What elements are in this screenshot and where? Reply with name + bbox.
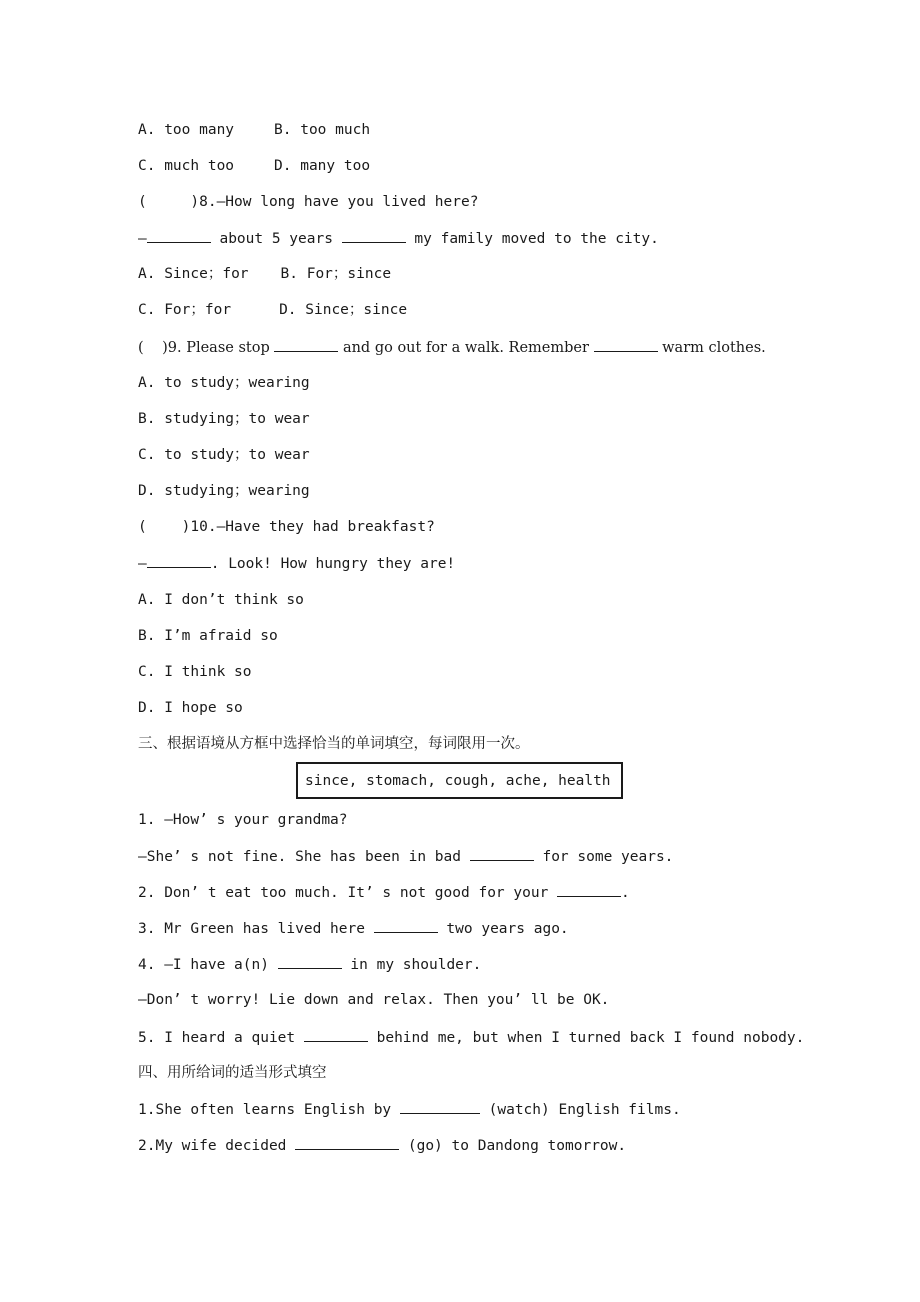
q10-stem: ( )10.—Have they had breakfast?: [138, 519, 435, 535]
q10-answer-line: [138, 553, 455, 574]
s4-q1: [138, 1099, 681, 1120]
q8-stem: ( )8.—How long have you lived here?: [138, 194, 479, 210]
s3-q1-post: for some years.: [533, 849, 674, 865]
q8-option-row-cd: [138, 300, 407, 320]
s3-q1-question: 1. —How’ s your grandma?: [138, 812, 348, 828]
s4-q2-pre: 2.My wife decided: [138, 1138, 296, 1154]
q9-option-b: B. studying；to wear: [138, 411, 310, 427]
q9-blank-1[interactable]: [274, 337, 338, 352]
s3-q2: [138, 882, 630, 903]
section4-title: 四、用所给词的适当形式填空: [138, 1065, 327, 1081]
s4-q2-blank[interactable]: [295, 1135, 399, 1150]
s3-q5: [138, 1027, 804, 1048]
s3-q1-answer: [138, 846, 673, 867]
q9-stem-pre: ( )9. Please stop: [138, 340, 275, 356]
q9-option-a: A. to study；wearing: [138, 375, 310, 391]
q8-dash: —: [138, 231, 147, 247]
s4-q1-blank[interactable]: [400, 1099, 480, 1114]
s3-q4-post: in my shoulder.: [341, 957, 482, 973]
q10-option-d: D. I hope so: [138, 700, 243, 716]
s3-q4-pre: 4. —I have a(n): [138, 957, 278, 973]
q9-stem: [138, 337, 766, 358]
s4-q2: [138, 1135, 626, 1156]
s3-q5-post: behind me, but when I turned back I found nobody.: [367, 1030, 805, 1046]
s3-q5-blank[interactable]: [304, 1027, 368, 1042]
q8-answer-post: my family moved to the city.: [405, 231, 659, 247]
q8-blank-1[interactable]: [147, 228, 211, 243]
word-box: since, stomach, cough, ache, health: [296, 762, 623, 799]
s4-q1-pre: 1.She often learns English by: [138, 1102, 400, 1118]
s3-q2-pre: 2. Don’ t eat too much. It’ s not good for your: [138, 885, 558, 901]
s3-q3-pre: 3. Mr Green has lived here: [138, 921, 374, 937]
s3-q5-pre: 5. I heard a quiet: [138, 1030, 304, 1046]
q8-answer-line: [138, 228, 659, 249]
q8-answer-mid: about 5 years: [210, 231, 342, 247]
q8-blank-2[interactable]: [342, 228, 406, 243]
q10-option-a: A. I don’t think so: [138, 592, 304, 608]
q10-dash: —: [138, 556, 147, 572]
s3-q4-blank[interactable]: [278, 954, 342, 969]
q7-option-a: A. too many: [138, 122, 235, 138]
q8-option-a: A. Since；for: [138, 266, 249, 282]
q7-option-row-ab: [138, 120, 370, 140]
q8-option-b: B. For；since: [280, 266, 392, 282]
q7-option-c: C. much too: [138, 158, 235, 174]
s3-q4-question: [138, 954, 481, 975]
s4-q2-post: (go) to Dandong tomorrow.: [399, 1138, 627, 1154]
q7-option-b: B. too much: [274, 122, 371, 138]
q10-option-c: C. I think so: [138, 664, 252, 680]
q7-option-row-cd: [138, 156, 370, 176]
s3-q2-blank[interactable]: [557, 882, 621, 897]
q10-blank[interactable]: [147, 553, 211, 568]
s3-q4-answer: —Don’ t worry! Lie down and relax. Then you’ ll be OK.: [138, 992, 610, 1008]
q8-option-row-ab: [138, 264, 391, 284]
s3-q1-pre: —She’ s not fine. She has been in bad: [138, 849, 470, 865]
s4-q1-post: (watch) English films.: [479, 1102, 681, 1118]
q9-option-c: C. to study；to wear: [138, 447, 310, 463]
s3-q2-post: .: [621, 885, 630, 901]
s3-q1-blank[interactable]: [470, 846, 534, 861]
section3-title: 三、根据语境从方框中选择恰当的单词填空，每词限用一次。: [138, 736, 530, 752]
s3-q3: [138, 918, 569, 939]
s3-q3-post: two years ago.: [437, 921, 569, 937]
q9-option-d: D. studying；wearing: [138, 483, 310, 499]
q10-answer-post: . Look! How hungry they are!: [210, 556, 456, 572]
q8-option-c: C. For；for: [138, 302, 232, 318]
q7-option-d: D. many too: [274, 158, 371, 174]
s3-q3-blank[interactable]: [374, 918, 438, 933]
q8-option-d: D. Since；since: [279, 302, 408, 318]
q9-stem-mid: and go out for a walk. Remember: [338, 340, 594, 356]
q9-blank-2[interactable]: [594, 337, 658, 352]
q10-option-b: B. I’m afraid so: [138, 628, 278, 644]
q9-stem-post: warm clothes.: [657, 340, 766, 356]
